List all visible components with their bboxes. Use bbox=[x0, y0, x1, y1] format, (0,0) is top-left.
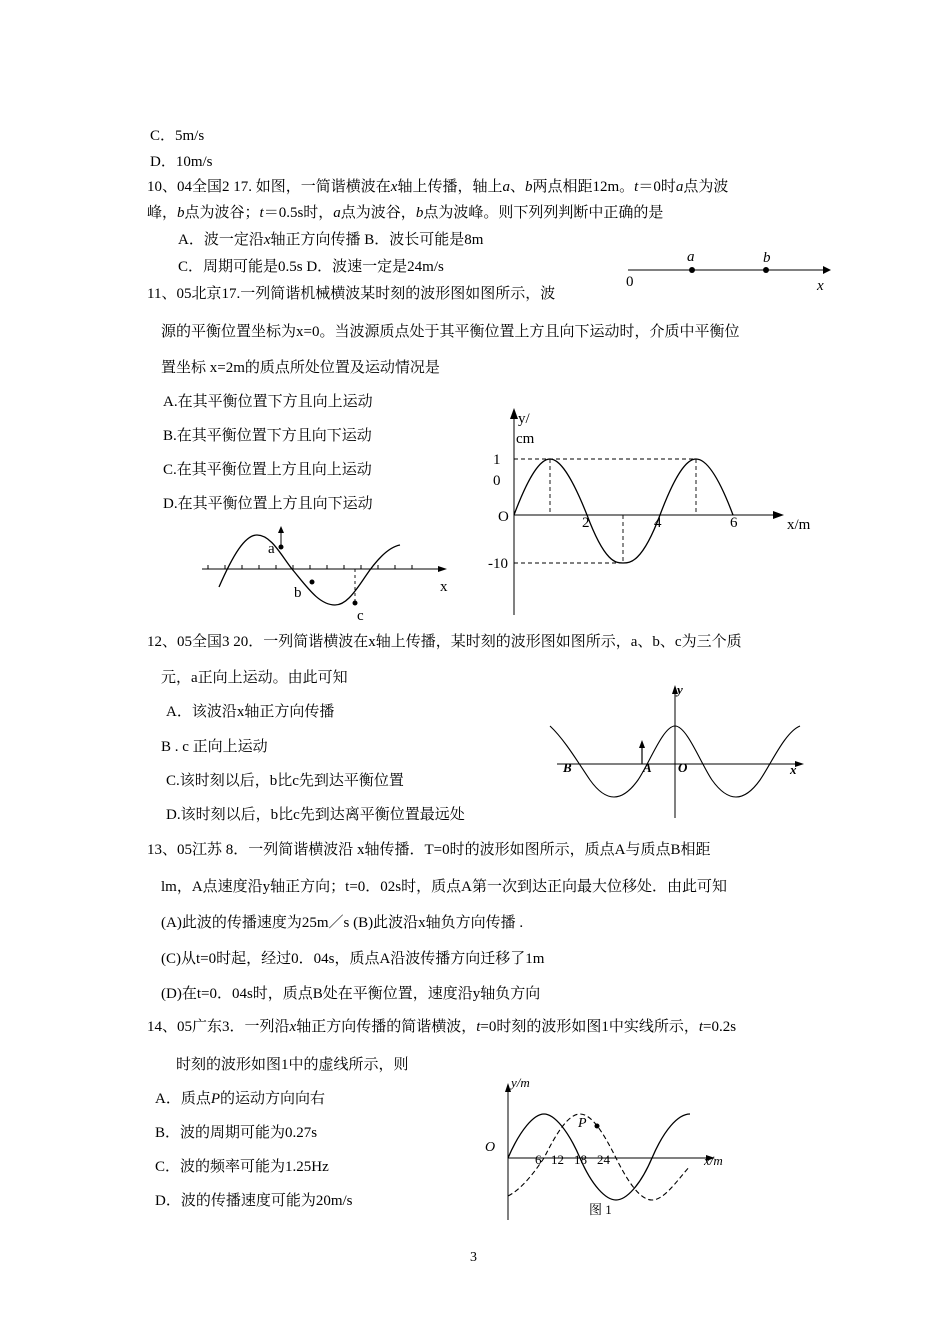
q14-point-p bbox=[595, 1124, 600, 1129]
q11-option-b: B.在其平衡位置下方且向下运动 bbox=[163, 428, 372, 444]
q14-x-label: x/m bbox=[704, 1153, 723, 1168]
q13-label-a: A bbox=[643, 760, 652, 775]
q11-line-1: 11、05北京17.一列简谐机械横波某时刻的波形图如图所示，波 bbox=[147, 286, 556, 302]
q11-line-3: 置坐标 x=2m的质点所处位置及运动情况是 bbox=[161, 360, 440, 376]
q11-option-c: C.在其平衡位置上方且向上运动 bbox=[163, 462, 372, 478]
q12s-x-arrow bbox=[438, 566, 447, 572]
q12s-point-b bbox=[310, 580, 315, 585]
q13-option-d: (D)在t=0．04s时，质点B处在平衡位置，速度沿y轴负方向 bbox=[161, 986, 541, 1002]
q14-option-c: C．波的频率可能为1.25Hz bbox=[155, 1159, 329, 1175]
q10-label-x: x bbox=[817, 278, 824, 294]
q14-figure bbox=[480, 1072, 730, 1227]
q12-line-2: 元，a正向上运动。由此可知 bbox=[161, 670, 348, 686]
q10-label-b: b bbox=[763, 250, 771, 266]
page-number: 3 bbox=[470, 1250, 477, 1265]
q13-arrow-a-head bbox=[639, 740, 645, 748]
q12s-label-a: a bbox=[268, 541, 275, 557]
q11-y-unit: cm bbox=[516, 431, 535, 447]
q13-label-y: y bbox=[677, 682, 683, 697]
q10-figure bbox=[620, 245, 835, 300]
q14-tick-18: 18 bbox=[574, 1152, 587, 1167]
q12-option-d: D.该时刻以后，b比c先到达离平衡位置最远处 bbox=[166, 807, 465, 823]
q10-label-origin: 0 bbox=[626, 274, 634, 290]
q12-option-a: A．该波沿x轴正方向传播 bbox=[166, 704, 335, 720]
q11-tick-4: 4 bbox=[654, 515, 662, 531]
q11-y-label: y/ bbox=[518, 411, 530, 427]
q11-tick-6: 6 bbox=[730, 515, 738, 531]
q14-origin: O bbox=[485, 1140, 496, 1155]
q13-figure bbox=[545, 680, 810, 820]
q10-arrow-head bbox=[823, 266, 831, 274]
q12s-label-x: x bbox=[440, 579, 448, 595]
q10-point-a bbox=[689, 267, 695, 273]
q12-line-1: 12、05全国3 20．一列简谐横波在x轴上传播，某时刻的波形图如图所示，a、b、c为三个质 bbox=[147, 634, 742, 650]
q11-origin: O bbox=[498, 509, 509, 525]
q11-option-d: D.在其平衡位置上方且向下运动 bbox=[163, 496, 373, 512]
q14-label-p: P bbox=[578, 1116, 587, 1131]
q14-y-label: y/m bbox=[511, 1075, 530, 1090]
q14-option-d: D．波的传播速度可能为20m/s bbox=[155, 1193, 353, 1209]
q13-label-b: B bbox=[563, 760, 572, 775]
q11-x-label: x/m bbox=[787, 517, 811, 533]
q10-option-ab: A．波一定沿x轴正方向传播 B．波长可能是8m bbox=[178, 232, 484, 248]
q12-option-c: C.该时刻以后，b比c先到达平衡位置 bbox=[166, 773, 404, 789]
q11-figure bbox=[485, 405, 825, 620]
q10-point-b bbox=[763, 267, 769, 273]
q13-option-c: (C)从t=0时起，经过0．04s，质点A沿波传播方向迁移了1m bbox=[161, 951, 545, 967]
q10-label-a: a bbox=[687, 249, 695, 265]
q11-tick-top-2: 0 bbox=[493, 473, 501, 489]
q12s-arrow-a-head bbox=[278, 526, 284, 533]
q11-line-2: 源的平衡位置坐标为x=0。当波源质点处于其平衡位置上方且向下运动时，介质中平衡位 bbox=[161, 324, 740, 340]
q12s-point-c bbox=[353, 601, 358, 606]
q10-line-1: 10、04全国2 17. 如图，一简谐横波在x轴上传播，轴上a、b两点相距12m。t＝0时a点为波 bbox=[147, 179, 729, 195]
q9-option-d: D．10m/s bbox=[150, 154, 213, 170]
q12-figure-small bbox=[195, 525, 460, 625]
q14-option-b: B．波的周期可能为0.27s bbox=[155, 1125, 318, 1141]
q12s-label-b: b bbox=[294, 585, 302, 601]
q11-tick-2: 2 bbox=[582, 515, 590, 531]
q11-tick-bottom: -10 bbox=[488, 556, 508, 572]
q13-line-2: lm，A点速度沿y轴正方向；t=0．02s时，质点A第一次到达正向最大位移处．由此可知 bbox=[161, 879, 727, 895]
q12s-wave bbox=[219, 535, 400, 605]
q14-option-a: A．质点P的运动方向向右 bbox=[155, 1091, 326, 1107]
q11-option-a: A.在其平衡位置下方且向上运动 bbox=[163, 394, 373, 410]
q10-option-cd: C．周期可能是0.5s D．波速一定是24m/s bbox=[178, 259, 444, 275]
q13-label-x: x bbox=[790, 762, 797, 777]
q14-line-1: 14、05广东3．一列沿x轴正方向传播的简谐横波，t=0时刻的波形如图1中实线所示，t=0.2s bbox=[147, 1019, 737, 1035]
q11-wave bbox=[514, 459, 733, 563]
q14-tick-12: 12 bbox=[551, 1152, 564, 1167]
q14-tick-24: 24 bbox=[597, 1152, 610, 1167]
q13-option-ab: (A)此波的传播速度为25m／s (B)此波沿x轴负方向传播 . bbox=[161, 915, 524, 931]
q12s-ticks bbox=[208, 565, 412, 569]
q14-line-2: 时刻的波形如图1中的虚线所示，则 bbox=[176, 1057, 409, 1073]
q11-x-arrow bbox=[773, 511, 784, 519]
q13-label-o: O bbox=[678, 760, 688, 775]
q14-caption: 图 1 bbox=[589, 1202, 612, 1217]
q11-tick-top-1: 1 bbox=[493, 452, 501, 468]
q9-option-c: C．5m/s bbox=[150, 128, 205, 144]
q10-line-2: 峰，b点为波谷；t＝0.5s时，a点为波谷，b点为波峰。则下列列判断中正确的是 bbox=[147, 205, 664, 221]
q12s-label-c: c bbox=[357, 608, 364, 624]
q12s-point-a bbox=[279, 545, 284, 550]
q11-y-arrow bbox=[510, 408, 518, 419]
q12-option-b: B . c 正向上运动 bbox=[161, 739, 268, 755]
q14-tick-6: 6 bbox=[535, 1152, 542, 1167]
q13-line-1: 13、05江苏 8．一列简谐横波沿 x轴传播．T=0时的波形如图所示，质点A与质点B相距 bbox=[147, 842, 711, 858]
